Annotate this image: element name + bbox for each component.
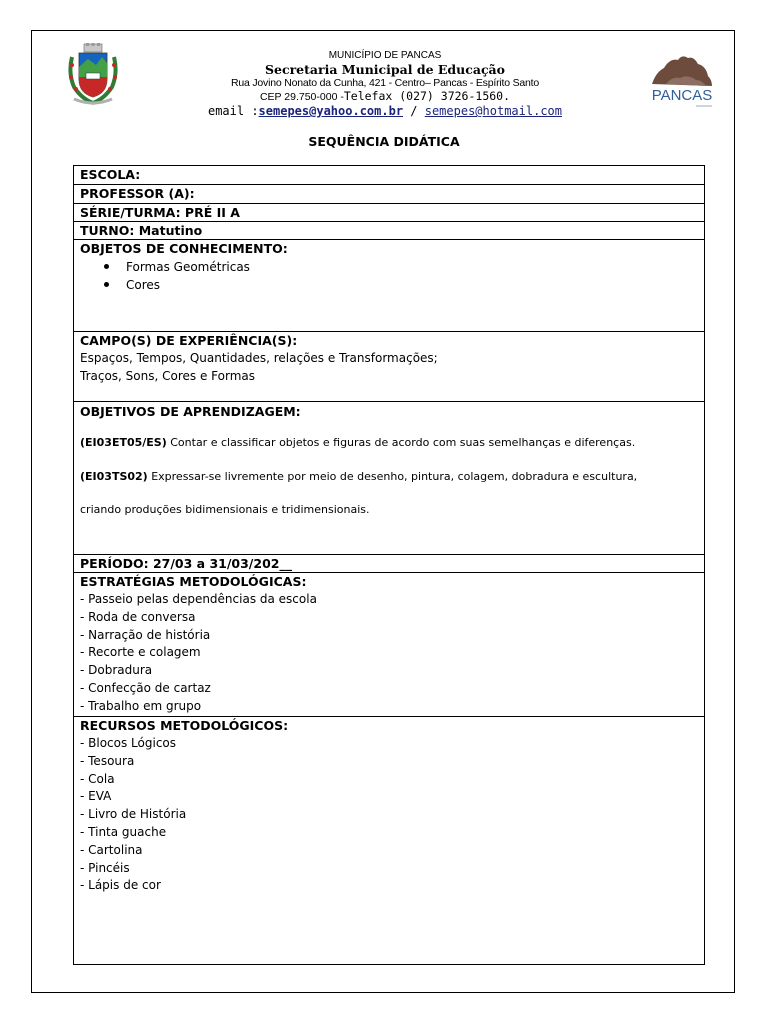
list-item: - Lápis de cor [80,878,161,893]
letterhead [170,50,600,119]
list-item: - Dobradura [80,663,153,678]
row-serie [74,203,704,221]
email-prefix: email : [207,104,259,118]
row-turno [74,221,704,239]
field-escola: ESCOLA: [80,167,141,182]
list-item: - Passeio pelas dependências da escola [80,592,317,606]
list-item: Espaços, Tempos, Quantidades, relações e Transformações; [80,351,438,365]
document-title: SEQUÊNCIA DIDÁTICA [308,134,460,149]
objetivo-text: Expressar-se livremente por meio de desenho, pintura, colagem, dobradura e escultura, [147,470,638,483]
cep-phone-line [170,90,600,104]
objetivo-item [74,470,637,484]
municipality-name: MUNICÍPIO DE PANCAS [328,50,442,61]
email-line [170,104,600,119]
objetivo-text: Contar e classificar objetos e figuras de acordo com suas semelhanças e diferenças. [166,436,636,449]
row-recursos [74,716,704,964]
list-item: - Trabalho em grupo [80,698,202,713]
campos-label: CAMPO(S) DE EXPERIÊNCIA(S): [80,333,298,348]
objetivo-text: criando produções bidimensionais e tridimensionais. [80,503,370,516]
recursos-label: RECURSOS METODOLÓGICOS: [80,718,289,733]
row-objetos [74,239,704,331]
estrategias-label: ESTRATÉGIAS METODOLÓGICAS: [80,574,307,589]
objetos-list [74,258,704,294]
list-item: Traços, Sons, Cores e Formas [80,368,255,383]
row-estrategias [74,572,704,716]
phone: Telefax (027) 3726-1560. [343,89,511,103]
list-item: - Pincéis [80,860,130,875]
list-item: Cores [74,276,704,294]
logo-town-name: PANCAS [651,87,713,104]
list-item: - Tesoura [80,753,135,768]
list-item: - Livro de História [80,807,187,822]
list-item: - Cartolina [80,842,143,857]
secretariat-name: Secretaria Municipal de Educação [264,62,505,77]
address-line: Rua Jovino Nonato da Cunha, 421 - Centro– Pancas - Espírito Santo [230,77,540,89]
municipal-crest-icon [66,43,120,109]
cep: CEP 29.750-000 - [259,91,344,103]
email-link-hotmail[interactable]: semepes@hotmail.com [424,104,563,118]
list-item: - Blocos Lógicos [80,736,177,750]
row-professor [74,184,704,203]
row-periodo [74,554,704,572]
row-campos [74,331,704,401]
objetivo-item [74,436,635,450]
lesson-form [73,165,705,965]
list-item: - Tinta guache [80,824,167,839]
row-objetivos [74,401,704,554]
field-turno: TURNO: Matutino [80,223,203,238]
list-item: - Roda de conversa [80,609,196,624]
objetivos-label: OBJETIVOS DE APRENDIZAGEM: [80,404,301,419]
pancas-logo [646,46,718,114]
email-link-yahoo[interactable]: semepes@yahoo.com.br [258,104,404,118]
objetos-label: OBJETOS DE CONHECIMENTO: [80,241,288,256]
objetivo-item [74,503,369,517]
list-item: - Recorte e colagem [80,645,201,660]
field-periodo: PERÍODO: 27/03 a 31/03/202__ [80,556,292,571]
list-item: - EVA [80,789,112,804]
list-item: Formas Geométricas [74,258,704,276]
email-separator: / [403,104,425,118]
field-serie-turma: SÉRIE/TURMA: PRÉ II A [80,205,240,220]
list-item: - Confecção de cartaz [80,680,211,695]
field-professor: PROFESSOR (A): [80,186,195,201]
objetivo-code: (EI03TS02) [80,470,148,483]
row-escola [74,166,704,184]
list-item: - Cola [80,771,115,786]
objetivo-code: (EI03ET05/ES) [80,436,167,449]
list-item: - Narração de história [80,627,211,642]
